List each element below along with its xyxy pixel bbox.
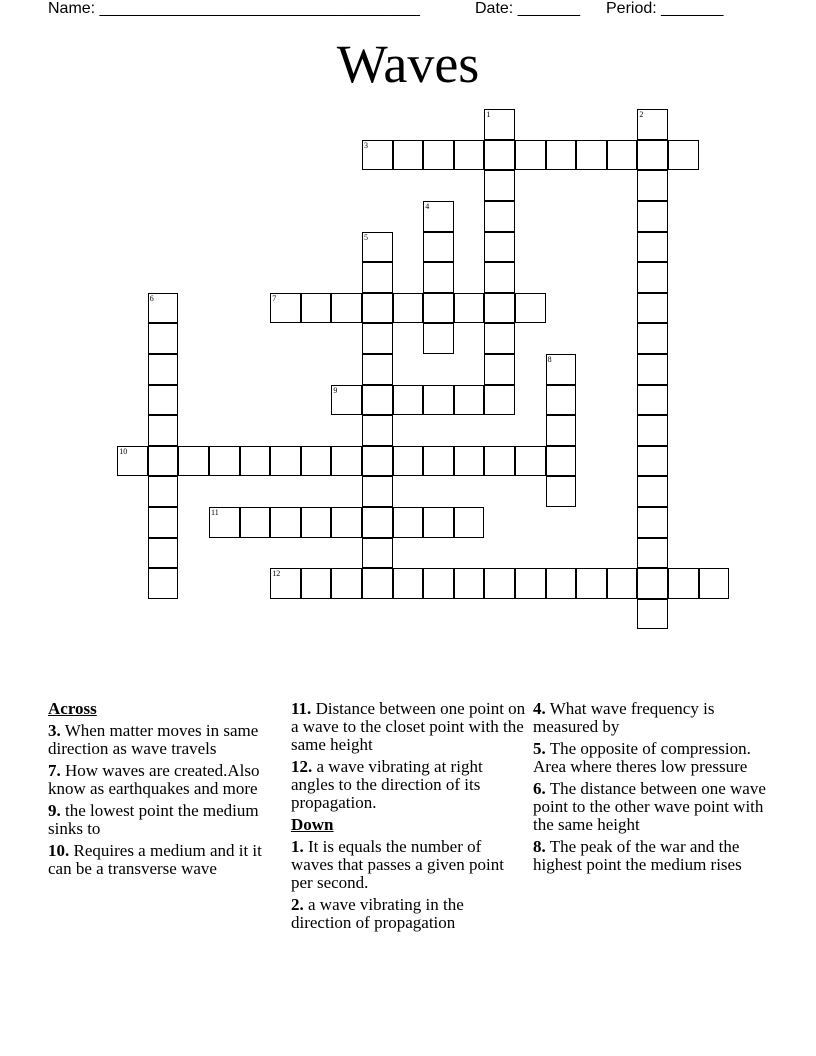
grid-cell[interactable] (423, 201, 454, 232)
clue-across-11 (291, 700, 527, 754)
grid-cell[interactable] (454, 568, 485, 599)
grid-cell[interactable] (423, 232, 454, 263)
clue-text: the lowest point the medium sinks to (48, 801, 259, 838)
clue-down-2 (291, 896, 527, 932)
cell-number: 4 (425, 202, 430, 211)
grid-cell[interactable] (484, 201, 515, 232)
grid-cell[interactable] (301, 446, 332, 477)
grid-cell[interactable] (699, 568, 730, 599)
grid-cell[interactable] (637, 568, 668, 599)
grid-cell[interactable] (546, 446, 577, 477)
clue-number: 4. (533, 699, 546, 718)
clue-number: 8. (533, 837, 546, 856)
grid-cell[interactable] (148, 385, 179, 416)
cell-number: 5 (364, 232, 368, 242)
grid-cell[interactable] (423, 385, 454, 416)
grid-cell[interactable] (178, 446, 209, 477)
grid-cell[interactable] (576, 140, 607, 171)
clue-number: 5. (533, 739, 546, 758)
grid-cell[interactable] (484, 109, 515, 140)
clue-across-10 (48, 842, 280, 878)
grid-cell[interactable] (454, 293, 485, 324)
grid-cell[interactable] (301, 293, 332, 324)
grid-cell[interactable] (515, 293, 546, 324)
clue-text: How waves are created.Also know as earthquakes and more (48, 761, 260, 798)
grid-cell[interactable] (484, 354, 515, 385)
cell-number: 9 (333, 385, 338, 395)
grid-cell[interactable] (362, 323, 393, 354)
grid-cell[interactable] (362, 262, 393, 293)
grid-cell[interactable] (484, 232, 515, 263)
clue-number: 1. (291, 837, 304, 856)
cell-number: 10 (119, 446, 128, 456)
grid-cell[interactable] (546, 415, 577, 446)
grid-cell[interactable] (484, 293, 515, 324)
grid-cell[interactable] (362, 538, 393, 569)
grid-cell[interactable] (423, 446, 454, 477)
grid-cell[interactable] (362, 293, 393, 324)
clue-number: 10. (48, 841, 70, 860)
grid-cell[interactable] (454, 446, 485, 477)
grid-cell[interactable] (148, 354, 179, 385)
clues-column-1 (48, 700, 280, 882)
clue-text: When matter moves in same direction as wave travels (48, 721, 259, 758)
grid-cell[interactable] (209, 507, 240, 538)
grid-cell[interactable] (546, 568, 577, 599)
grid-cell[interactable] (362, 476, 393, 507)
grid-cell[interactable] (148, 323, 179, 354)
grid-cell[interactable] (331, 385, 362, 416)
grid-cell[interactable] (546, 476, 577, 507)
grid-cell[interactable] (148, 538, 179, 569)
grid-cell[interactable] (637, 109, 668, 140)
grid-cell[interactable] (454, 507, 485, 538)
grid-cell[interactable] (637, 140, 668, 171)
grid-cell[interactable] (515, 568, 546, 599)
cell-number: 11 (211, 508, 219, 517)
clue-number: 6. (533, 779, 546, 798)
grid-cell[interactable] (637, 201, 668, 232)
grid-cell[interactable] (637, 170, 668, 201)
clue-down-8 (533, 838, 769, 874)
clue-text: a wave vibrating in the direction of propagation (291, 895, 464, 932)
grid-cell[interactable] (331, 507, 362, 538)
cell-number: 12 (272, 569, 281, 579)
grid-cell[interactable] (607, 140, 638, 171)
grid-cell[interactable] (148, 293, 179, 324)
grid-cell[interactable] (270, 293, 301, 324)
grid-cell[interactable] (637, 415, 668, 446)
clues-column-3 (533, 700, 769, 878)
cell-number: 7 (272, 293, 277, 303)
grid-cell[interactable] (393, 507, 424, 538)
grid-cell[interactable] (484, 140, 515, 171)
clue-text: Distance between one point on a wave to the closet point with the same height (291, 699, 526, 754)
cell-number: 8 (547, 355, 552, 364)
grid-cell[interactable] (362, 385, 393, 416)
grid-cell[interactable] (148, 446, 179, 477)
grid-cell[interactable] (668, 140, 699, 171)
clue-down-6 (533, 780, 769, 834)
grid-cell[interactable] (637, 232, 668, 263)
grid-cell[interactable] (393, 140, 424, 171)
grid-cell[interactable] (362, 140, 393, 171)
clue-number: 2. (291, 895, 304, 914)
clue-text: a wave vibrating at right angles to the direction of its propagation. (291, 757, 483, 812)
grid-cell[interactable] (393, 446, 424, 477)
grid-cell[interactable] (515, 140, 546, 171)
grid-cell[interactable] (331, 446, 362, 477)
cell-number: 2 (639, 110, 644, 120)
grid-cell[interactable] (362, 507, 393, 538)
grid-cell[interactable] (393, 568, 424, 599)
grid-cell[interactable] (637, 446, 668, 477)
clue-down-4 (533, 700, 769, 736)
grid-cell[interactable] (454, 385, 485, 416)
grid-cell[interactable] (484, 323, 515, 354)
grid-cell[interactable] (148, 415, 179, 446)
across-heading: Across (48, 699, 97, 718)
clue-number: 11. (291, 699, 312, 718)
grid-cell[interactable] (546, 140, 577, 171)
down-heading: Down (291, 815, 334, 834)
grid-cell[interactable] (637, 599, 668, 630)
grid-cell[interactable] (484, 446, 515, 477)
grid-cell[interactable] (637, 538, 668, 569)
grid-cell[interactable] (148, 568, 179, 599)
clue-number: 7. (48, 761, 61, 780)
grid-cell[interactable] (423, 262, 454, 293)
grid-cell[interactable] (301, 507, 332, 538)
clue-across-7 (48, 762, 280, 798)
grid-cell[interactable] (637, 385, 668, 416)
grid-cell[interactable] (423, 293, 454, 324)
clue-text: The opposite of compression. Area where theres low pressure (533, 739, 751, 776)
grid-cell[interactable] (637, 354, 668, 385)
grid-cell[interactable] (362, 354, 393, 385)
grid-cell[interactable] (148, 507, 179, 538)
grid-cell[interactable] (240, 446, 271, 477)
clue-number: 9. (48, 801, 61, 820)
clue-number: 12. (291, 757, 313, 776)
grid-cell[interactable] (637, 262, 668, 293)
clue-text: Requires a medium and it it can be a transverse wave (48, 841, 262, 878)
clue-number: 3. (48, 721, 61, 740)
grid-cell[interactable] (607, 568, 638, 599)
clues-column-2 (291, 700, 527, 936)
grid-cell[interactable] (331, 293, 362, 324)
cell-number: 1 (486, 110, 491, 120)
grid-cell[interactable] (331, 568, 362, 599)
clue-text: The distance between one wave point to the other wave point with the same height (533, 779, 766, 834)
grid-cell[interactable] (454, 140, 485, 171)
grid-cell[interactable] (270, 568, 301, 599)
cell-number: 6 (149, 293, 154, 303)
grid-cell[interactable] (484, 262, 515, 293)
grid-cell[interactable] (423, 568, 454, 599)
grid-cell[interactable] (209, 446, 240, 477)
grid-cell[interactable] (393, 385, 424, 416)
clue-across-12 (291, 758, 527, 812)
clue-down-1 (291, 838, 527, 892)
grid-cell[interactable] (270, 446, 301, 477)
grid-cell[interactable] (240, 507, 271, 538)
clue-text: It is equals the number of waves that passes a given point per second. (291, 837, 504, 892)
grid-cell[interactable] (484, 385, 515, 416)
clue-down-5 (533, 740, 769, 776)
grid-cell[interactable] (546, 385, 577, 416)
period-field[interactable]: Period: _______ (606, 0, 724, 17)
grid-cell[interactable] (362, 446, 393, 477)
grid-cell[interactable] (362, 232, 393, 263)
grid-cell[interactable] (270, 507, 301, 538)
grid-cell[interactable] (637, 293, 668, 324)
grid-cell[interactable] (515, 446, 546, 477)
grid-cell[interactable] (423, 507, 454, 538)
grid-cell[interactable] (484, 568, 515, 599)
grid-cell[interactable] (576, 568, 607, 599)
clue-across-3 (48, 722, 280, 758)
grid-cell[interactable] (148, 476, 179, 507)
grid-cell[interactable] (668, 568, 699, 599)
grid-cell[interactable] (423, 323, 454, 354)
date-field[interactable]: Date: _______ (475, 0, 580, 17)
grid-cell[interactable] (117, 446, 148, 477)
grid-cell[interactable] (637, 323, 668, 354)
grid-cell[interactable] (484, 170, 515, 201)
grid-cell[interactable] (393, 293, 424, 324)
name-field[interactable]: Name: ____________________________________ (48, 0, 420, 17)
clue-across-9 (48, 802, 280, 838)
grid-cell[interactable] (637, 476, 668, 507)
grid-cell[interactable] (546, 354, 577, 385)
grid-cell[interactable] (423, 140, 454, 171)
page-title: Waves (336, 34, 480, 94)
grid-cell[interactable] (362, 568, 393, 599)
clue-text: The peak of the war and the highest point the medium rises (533, 837, 742, 874)
grid-cell[interactable] (362, 415, 393, 446)
cell-number: 3 (364, 140, 368, 150)
clue-text: What wave frequency is measured by (533, 699, 715, 736)
grid-cell[interactable] (637, 507, 668, 538)
grid-cell[interactable] (301, 568, 332, 599)
